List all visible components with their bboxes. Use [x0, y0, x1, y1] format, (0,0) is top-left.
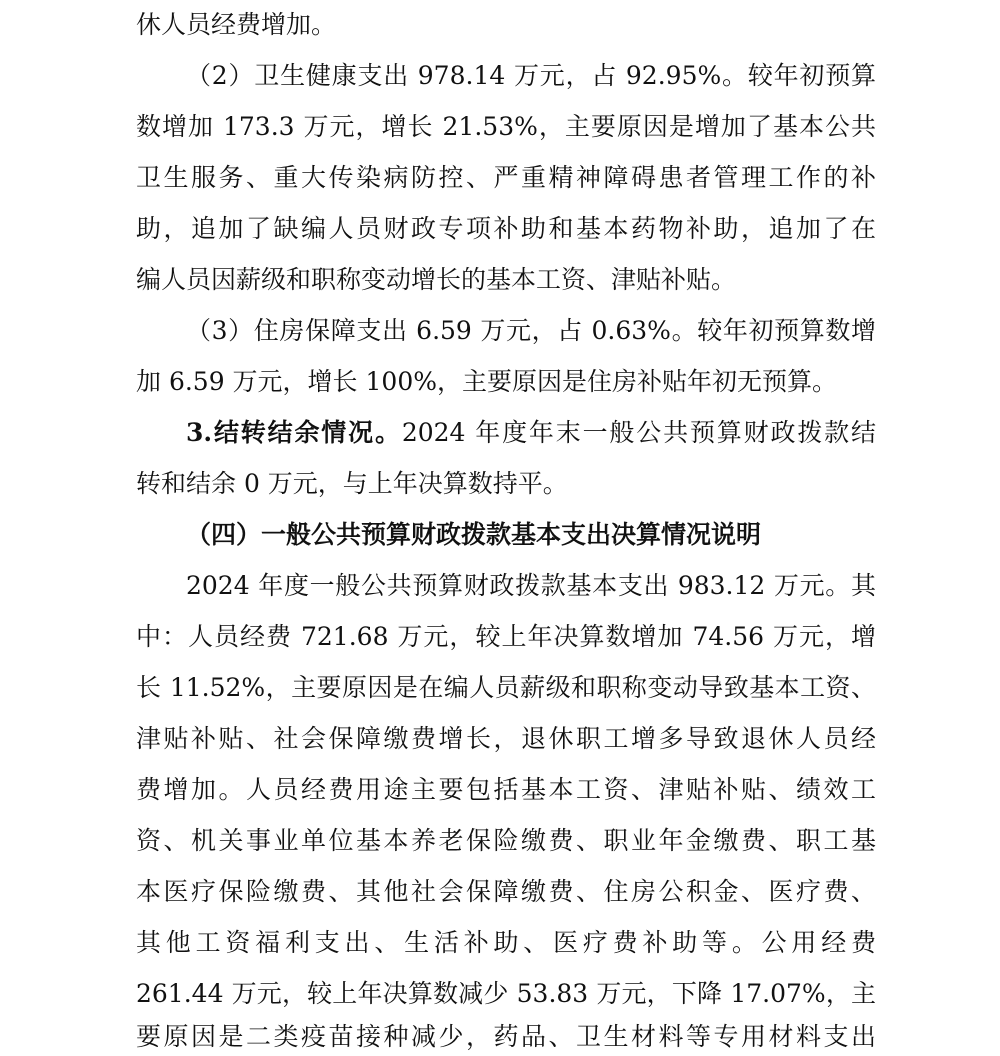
paragraph-line: 资、机关事业单位基本养老保险缴费、职业年金缴费、职工基 [136, 826, 876, 855]
paragraph-line: 费增加。人员经费用途主要包括基本工资、津贴补贴、绩效工 [136, 775, 876, 804]
bold-lead-text: 3.结转结余情况。 [186, 418, 402, 447]
paragraph-line: 编人员因薪级和职称变动增长的基本工资、津贴补贴。 [136, 265, 737, 294]
paragraph-line: 数增加 173.3 万元，增长 21.53%，主要原因是增加了基本公共 [136, 112, 876, 141]
paragraph-line: 助，追加了缺编人员财政专项补助和基本药物补助，追加了在 [136, 214, 876, 243]
paragraph-line: 津贴补贴、社会保障缴费增长，退休职工增多导致退休人员经 [136, 724, 876, 753]
paragraph-line: 中：人员经费 721.68 万元，较上年决算数增加 74.56 万元，增 [136, 622, 876, 651]
paragraph-line: 其他工资福利支出、生活补助、医疗费补助等。公用经费 [136, 928, 876, 957]
paragraph-line: （3）住房保障支出 6.59 万元，占 0.63%。较年初预算数增 [186, 316, 876, 345]
paragraph-line: 休人员经费增加。 [136, 10, 337, 39]
paragraph-text: 2024 年度年末一般公共预算财政拨款结 [401, 418, 876, 447]
paragraph-line: 2024 年度一般公共预算财政拨款基本支出 983.12 万元。其 [186, 571, 876, 600]
paragraph-line-with-lead [186, 416, 876, 450]
paragraph-line: 转和结余 0 万元，与上年决算数持平。 [136, 469, 568, 498]
paragraph-line: 本医疗保险缴费、其他社会保障缴费、住房公积金、医疗费、 [136, 877, 876, 906]
paragraph-line: 卫生服务、重大传染病防控、严重精神障碍患者管理工作的补 [136, 163, 876, 192]
paragraph-line: 261.44 万元，较上年决算数减少 53.83 万元，下降 17.07%，主 [136, 979, 876, 1008]
paragraph-line: 长 11.52%，主要原因是在编人员薪级和职称变动导致基本工资、 [136, 673, 876, 702]
section-heading: （四）一般公共预算财政拨款基本支出决算情况说明 [186, 520, 762, 549]
paragraph-line: 加 6.59 万元，增长 100%，主要原因是住房补贴年初无预算。 [136, 367, 837, 396]
paragraph-line: 要原因是二类疫苗接种减少，药品、卫生材料等专用材料支出 [136, 1022, 876, 1051]
paragraph-line: （2）卫生健康支出 978.14 万元，占 92.95%。较年初预算 [186, 61, 876, 90]
